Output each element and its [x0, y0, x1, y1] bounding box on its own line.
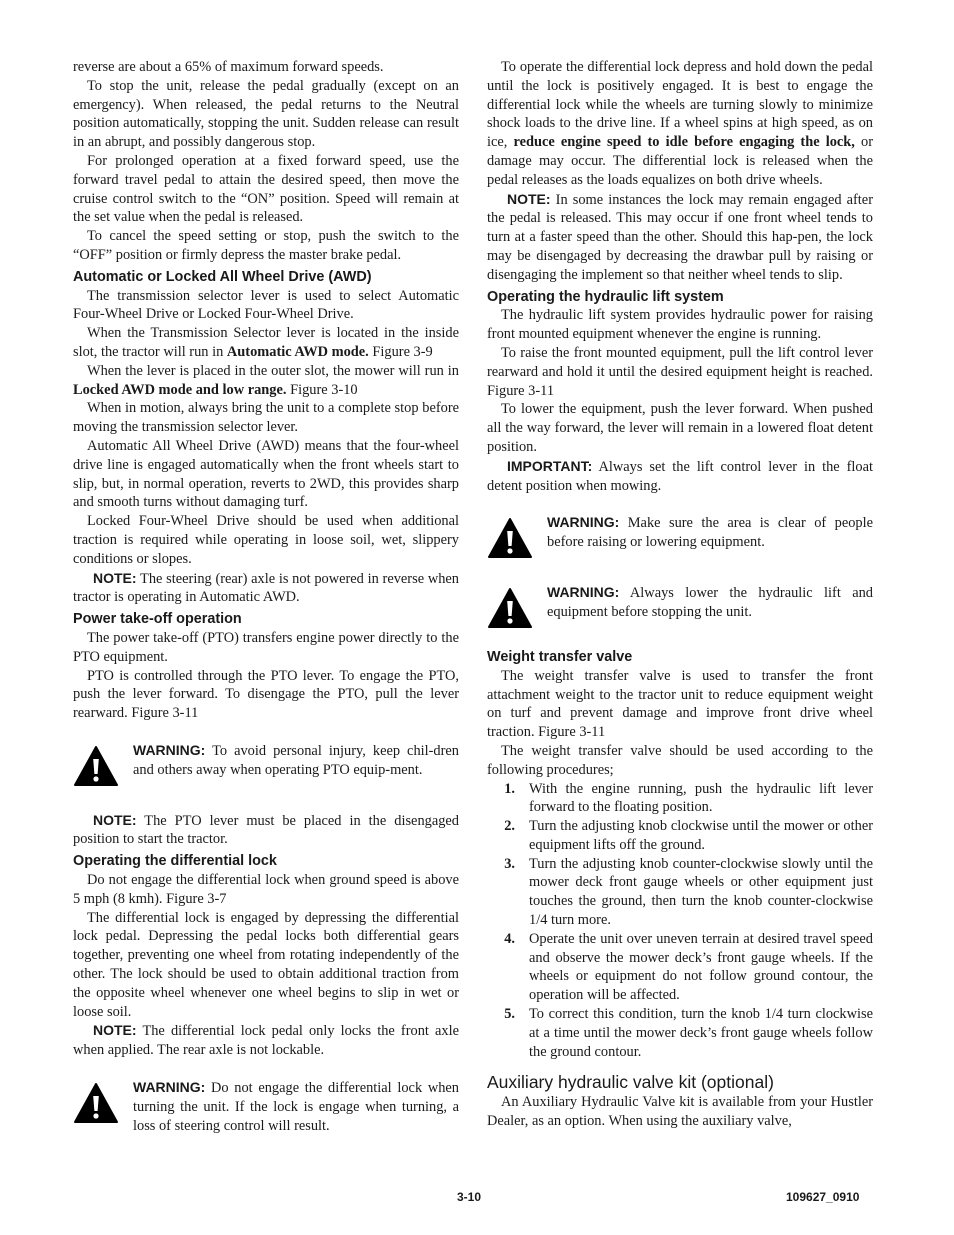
- paragraph: Locked Four-Wheel Drive should be used when additional traction is required while operating in loose soil, wet, slippery conditions or slopes.: [73, 513, 459, 567]
- section-heading-awd: Automatic or Locked All Wheel Drive (AWD): [73, 268, 372, 285]
- paragraph: The power take-off (PTO) transfers engine power directly to the PTO equipment.: [73, 629, 459, 665]
- warning-triangle-icon: [73, 741, 133, 793]
- paragraph: PTO is controlled through the PTO lever. To engage the PTO, push the lever forward. To disengage the PTO, pull the lever rearward. Figure 3-11: [73, 667, 459, 722]
- important-note: IMPORTANT: Always set the lift control lever in the float detent position when mowing.: [487, 457, 873, 494]
- list-item: 2. Turn the adjusting knob clockwise until the mower or other equipment lifts off the ground.: [504, 818, 873, 853]
- section-heading-differential: Operating the differential lock: [73, 853, 277, 870]
- paragraph: To operate the differential lock depress and hold down the pedal until the lock is positively engaged. It is best to engage the differential lock while the wheels are turning slowly to minimize shock loads to the drive line. If a wheel spins at high speed, as on ice, reduce engine speed to idle before engaging the lock, or damage may occur. The differential lock is released when the pedal releases as the loads equalizes on both drive wheels.: [487, 59, 873, 188]
- warning-triangle-icon: [73, 1078, 133, 1130]
- warning-triangle-icon: [487, 583, 547, 635]
- paragraph: The weight transfer valve is used to transfer the front attachment weight to the tractor unit to reduce equipment weight on turf and prevent damage and improve front drive wheel traction. Figure 3-11: [487, 667, 873, 741]
- list-item: 5. To correct this condition, turn the knob 1/4 turn clockwise at a time until the mower deck’s front gauge wheels follow the ground contour.: [504, 1006, 873, 1060]
- note: NOTE: The steering (rear) axle is not powered in reverse when tractor is operating in Automatic AWD.: [73, 569, 459, 606]
- paragraph: The weight transfer valve should be used according to the following procedures;: [487, 742, 873, 778]
- section-heading-auxiliary-valve: Auxiliary hydraulic valve kit (optional): [487, 1072, 774, 1093]
- left-column: [73, 58, 459, 1135]
- paragraph: Do not engage the differential lock when ground speed is above 5 mph (8 kmh). Figure 3-7: [73, 872, 459, 907]
- paragraph: The differential lock is engaged by depressing the differential lock pedal. Depressing the pedal locks both differential gears together, preventing one wheel from rotating independently of the other. The lock should be used to obtain additional traction from the opposite wheel whenever one wheel begins to slip in wet or loose soil.: [73, 909, 459, 1020]
- warning-block: [73, 741, 459, 793]
- list-item: 4. Operate the unit over uneven terrain at desired travel speed and observe the mower deck’s front gauge wheels. If the wheels or equipment do not follow ground contour, the operation will be affected.: [504, 930, 873, 1004]
- paragraph: To lower the equipment, push the lever forward. When pushed all the way forward, the lever will remain in a lowered float detent position.: [487, 401, 873, 455]
- paragraph: For prolonged operation at a fixed forward speed, use the forward travel pedal to attain the desired speed, then move the cruise control switch to the “ON” position. Speed will remain at the set value when the pedal is released.: [73, 152, 459, 226]
- paragraph: An Auxiliary Hydraulic Valve kit is available from your Hustler Dealer, as an option. When using the auxiliary valve,: [487, 1094, 873, 1130]
- warning-block: [73, 1078, 459, 1135]
- paragraph: The hydraulic lift system provides hydraulic power for raising front mounted equipment whenever the engine is running.: [487, 307, 873, 343]
- warning-block: [487, 583, 873, 635]
- procedure-steps: [487, 780, 873, 1062]
- list-item: 3. Turn the adjusting knob counter-clockwise slowly until the mower deck front gauge wheels or other equipment just touches the ground, then turn the knob counter-clockwise 1/4 turn more.: [504, 855, 873, 929]
- paragraph: When the Transmission Selector lever is located in the inside slot, the tractor will run in Automatic AWD mode. Figure 3-9: [73, 325, 459, 360]
- note: NOTE: The differential lock pedal only locks the front axle when applied. The rear axle is not lockable.: [73, 1022, 459, 1059]
- paragraph: reverse are about a 65% of maximum forward speeds.: [73, 59, 384, 75]
- warning-text: WARNING: To avoid personal injury, keep chil-dren and others away when operating PTO equip-ment.: [133, 741, 459, 778]
- page-number: 3-10: [457, 1190, 482, 1204]
- paragraph: When in motion, always bring the unit to a complete stop before moving the transmission selector lever.: [73, 400, 459, 436]
- note: NOTE: The PTO lever must be placed in the disengaged position to start the tractor.: [73, 811, 459, 848]
- warning-triangle-icon: [487, 513, 547, 565]
- list-item: 1. With the engine running, push the hydraulic lift lever forward to the floating position.: [504, 780, 873, 816]
- section-heading-hydraulic-lift: Operating the hydraulic lift system: [487, 288, 724, 305]
- warning-text: WARNING: Always lower the hydraulic lift and equipment before stopping the unit.: [547, 584, 873, 620]
- warning-text: WARNING: Make sure the area is clear of people before raising or lowering equipment.: [547, 514, 873, 551]
- paragraph: Automatic All Wheel Drive (AWD) means that the four-wheel drive line is engaged automatically when the front wheels start to slip, but, in normal operation, reverts to 2WD, this provides sharp and smooth turns without damaging turf.: [73, 437, 459, 511]
- document-code: 109627_0910: [786, 1190, 860, 1204]
- paragraph: To raise the front mounted equipment, pull the lift control lever rearward and hold it until the desired equipment height is reached. Figure 3-11: [487, 344, 873, 399]
- paragraph: To cancel the speed setting or stop, push the switch to the “OFF” position or firmly depress the master brake pedal.: [73, 228, 459, 263]
- warning-block: [487, 513, 873, 565]
- paragraph: The transmission selector lever is used to select Automatic Four-Wheel Drive or Locked Four-Wheel Drive.: [73, 287, 459, 323]
- section-heading-pto: Power take-off operation: [73, 611, 242, 628]
- paragraph: To stop the unit, release the pedal gradually (except on an emergency). When released, the pedal returns to the Neutral position automatically, stopping the unit. Sudden release can result in an abrupt, and possibly dangerous stop.: [73, 77, 459, 151]
- warning-text: WARNING: Do not engage the differential lock when turning the unit. If the lock is engage when turning, a loss of steering control will result.: [133, 1079, 459, 1134]
- section-heading-weight-transfer: Weight transfer valve: [487, 648, 633, 665]
- note: NOTE: In some instances the lock may remain engaged after the pedal is released. This may occur if one front wheel tends to turn at a faster speed than the other. Should this hap-pen, the lock may be disengaged by decreasing the drawbar pull by raising or disengaging the implement so that neither wheel tends to slip.: [487, 190, 873, 283]
- right-column: [487, 58, 873, 1131]
- paragraph: When the lever is placed in the outer slot, the mower will run in Locked AWD mode and low range. Figure 3-10: [73, 362, 459, 398]
